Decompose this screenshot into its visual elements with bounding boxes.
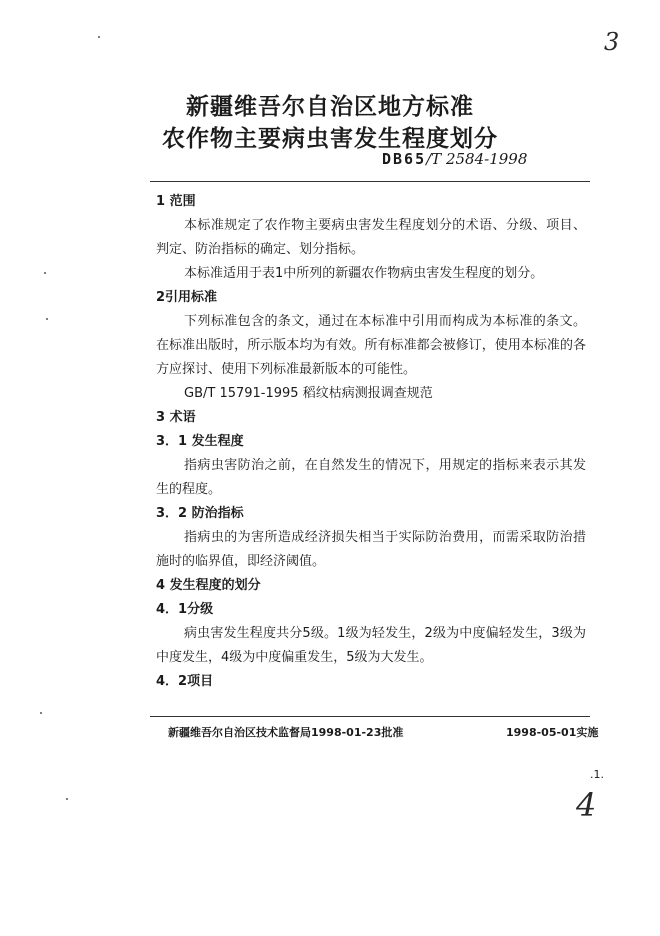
scan-speck — [40, 712, 42, 714]
standard-code-handwritten: /T 2584-1998 — [426, 150, 528, 168]
handwritten-folio-mark: 4 — [576, 786, 597, 824]
standard-authority-title: 新疆维吾尔自治区地方标准 — [186, 94, 474, 120]
header-divider — [150, 181, 590, 182]
section-heading: 1 范围 — [156, 194, 196, 209]
paragraph: 指病虫害防治之前，在自然发生的情况下，用规定的指标来表示其发生的程度。 — [156, 458, 586, 497]
document-body — [156, 190, 586, 694]
scan-speck — [46, 318, 48, 320]
standard-code-printed: DB65 — [382, 150, 427, 168]
standard-title: 农作物主要病虫害发生程度划分 — [162, 126, 498, 152]
section-heading: 4．2项目 — [156, 674, 214, 689]
paragraph: 本标准适用于表1中所列的新疆农作物病虫害发生程度的划分。 — [184, 266, 544, 281]
section-heading: 4 发生程度的划分 — [156, 578, 261, 593]
paragraph: 病虫害发生程度共分5级。1级为轻发生，2级为中度偏轻发生，3级为中度发生，4级为中度偏重发生，5级为大发生。 — [156, 626, 586, 665]
section-heading: 3．2 防治指标 — [156, 506, 244, 521]
section-heading: 2引用标准 — [156, 290, 218, 305]
standard-code — [382, 150, 527, 168]
paragraph: 下列标准包含的条文，通过在本标准中引用而构成为本标准的条文。在标准出版时，所示版本均为有效。所有标准都会被修订，使用本标准的各方应探讨、使用下列标准最新版本的可能性。 — [156, 314, 586, 377]
paragraph: 指病虫的为害所造成经济损失相当于实际防治费用，而需采取防治措施时的临界值，即经济阈值。 — [156, 530, 586, 569]
paragraph: GB/T 15791-1995 稻纹枯病测报调查规范 — [184, 386, 433, 401]
scan-speck — [66, 798, 68, 800]
handwritten-page-mark: 3 — [604, 28, 620, 56]
section-heading: 3 术语 — [156, 410, 196, 425]
section-heading: 3．1 发生程度 — [156, 434, 244, 449]
page-number: .1. — [590, 768, 604, 781]
effective-date: 1998-05-01实施 — [506, 726, 599, 739]
scan-speck — [44, 272, 46, 274]
paragraph: 本标准规定了农作物主要病虫害发生程度划分的术语、分级、项目、判定、防治指标的确定、划分指标。 — [156, 218, 586, 257]
footer-divider — [150, 716, 590, 717]
scan-speck — [98, 36, 100, 38]
section-heading: 4．1分级 — [156, 602, 214, 617]
approval-line: 新疆维吾尔自治区技术监督局1998-01-23批准 — [168, 726, 404, 739]
